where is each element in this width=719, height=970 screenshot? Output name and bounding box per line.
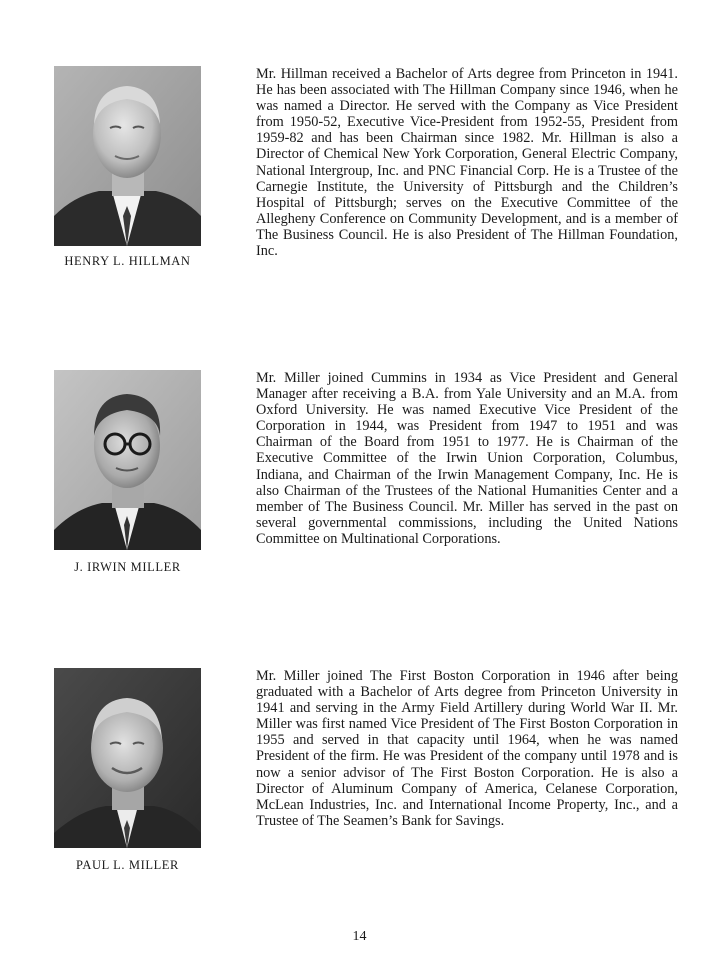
person-name-caption: HENRY L. HILLMAN	[64, 254, 191, 268]
biography-text: Mr. Miller joined The First Boston Corporation in 1946 after being graduated with a Bachelor of Arts degree from Princeton University in 1941 and serving in the Army Field Artillery during World War II. Mr. Miller was first named Vice President of The First Boston Corporation in 1955 and served in that capacity until 1964, when he was named President of the firm. He was President of the company until 1978 and is now a senior advisor of The First Boston Corporation. He is also a Director of Aluminum Company of America, Celanese Corporation, McLean Industries, Inc. and International Income Property, Inc., and a Trustee of The Seamen’s Bank for Savings.	[256, 668, 678, 829]
portrait-photo-paul-miller	[54, 668, 201, 848]
portrait-photo-hillman	[54, 66, 201, 246]
page-number: 14	[352, 929, 367, 944]
portrait-photo-irwin-miller	[54, 370, 201, 550]
biography-text: Mr. Miller joined Cummins in 1934 as Vice President and General Manager after receiving a B.A. from Yale University and an M.A. from Oxford University. He was named Executive Vice President of the Corporation in 1944, was President from 1947 to 1951 and was Chairman of the Board from 1951 to 1977. He is Chairman of the Executive Committee of the Irwin Union Corporation, Columbus, Indiana, and Chairman of the Irwin Management Company, Inc. He is also Chairman of the Trustees of the National Humanities Center and a member of The Business Council. Mr. Miller has served in the past on several governmental commissions, including the United Nations Committee on Multinational Corporations.	[256, 370, 678, 547]
person-name-caption: J. IRWIN MILLER	[74, 560, 181, 574]
person-name-caption: PAUL L. MILLER	[76, 858, 179, 872]
biography-text: Mr. Hillman received a Bachelor of Arts degree from Princeton in 1941. He has been associated with The Hillman Company since 1946, when he was named a Director. He served with the Company as Vice President from 1950-52, Executive Vice-President from 1952-55, President from 1959-82 and has been Chairman since 1982. Mr. Hillman is also a Director of Chemical New York Corporation, General Electric Company, National Intergroup, Inc. and PNC Financial Corp. He is a Trustee of the Carnegie Institute, the University of Pittsburgh and the Children’s Hospital of Pittsburgh; serves on the Executive Committee of the Allegheny Conference on Community Development, and is a member of The Business Council. He is also President of The Hillman Foundation, Inc.	[256, 66, 678, 260]
